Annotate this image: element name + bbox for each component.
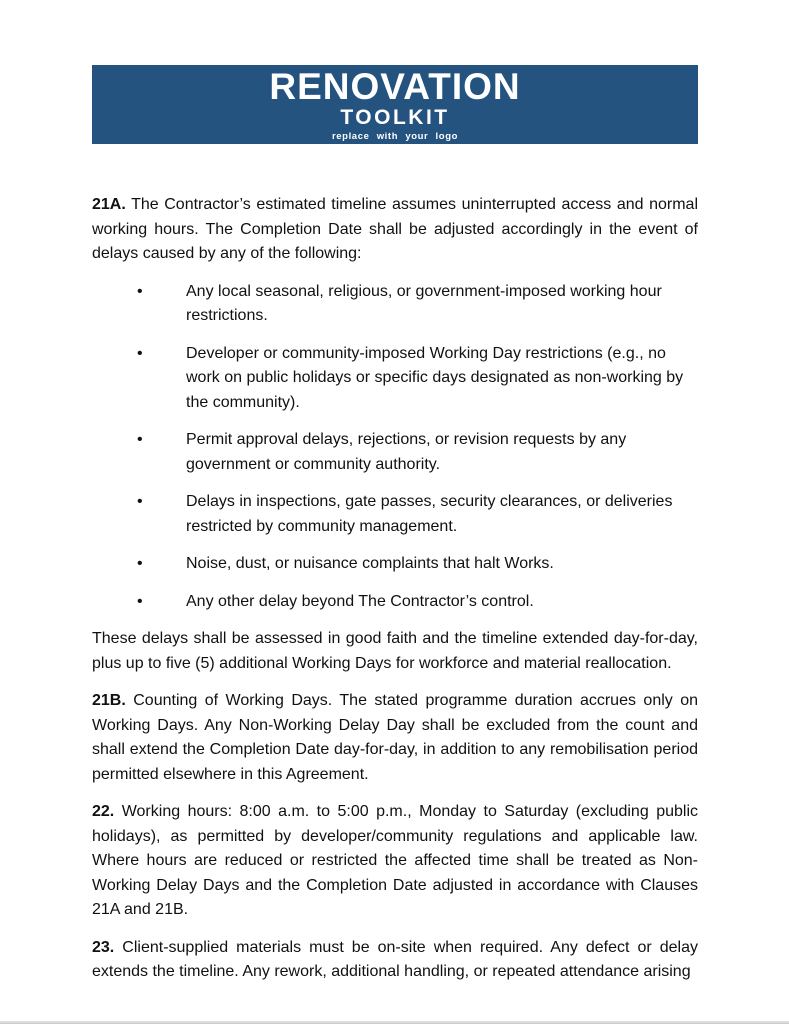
clause-text: Working hours: 8:00 a.m. to 5:00 p.m., Monday to Saturday (excluding public holidays), as permitted by developer/community regulations and applicable law. Where hours are reduced or restricted the affected time shall be treated as Non-Working Delay Days and the Completion Date adjusted in accordance with Clauses 21A and 21B. bbox=[92, 803, 698, 918]
clause-text: These delays shall be assessed in good faith and the timeline extended day-for-day, plus up to five (5) additional Working Days for workforce and material reallocation. bbox=[92, 630, 698, 672]
list-item-text: Noise, dust, or nuisance complaints that halt Works. bbox=[186, 555, 554, 572]
logo-subtitle: TOOLKIT bbox=[340, 105, 450, 129]
list-item-text: Any local seasonal, religious, or government-imposed working hour restrictions. bbox=[186, 282, 662, 324]
clause-21a bbox=[92, 193, 698, 267]
clause-21b bbox=[92, 689, 698, 787]
list-item-text: Delays in inspections, gate passes, security clearances, or deliveries restricted by community management. bbox=[186, 493, 673, 535]
clause-number: 21A. bbox=[92, 196, 126, 213]
clause-number: 23. bbox=[92, 938, 115, 956]
bullet-icon: • bbox=[137, 431, 143, 448]
list-item bbox=[92, 490, 698, 539]
list-item bbox=[92, 342, 698, 416]
list-item bbox=[92, 428, 698, 477]
clause-22 bbox=[92, 800, 698, 923]
list-item-text: Developer or community-imposed Working Day restrictions (e.g., no work on public holidays or specific days designated as non-working by the community). bbox=[186, 344, 684, 411]
logo-title: RENOVATION bbox=[269, 65, 521, 107]
list-item bbox=[92, 280, 698, 329]
assessment-paragraph bbox=[92, 627, 698, 676]
list-item bbox=[92, 552, 698, 577]
bullet-icon: • bbox=[137, 282, 143, 300]
list-item-text: Permit approval delays, rejections, or revision requests by any government or community authority. bbox=[186, 431, 627, 473]
bullet-icon: • bbox=[137, 493, 143, 510]
list-item-text: Any other delay beyond The Contractor’s control. bbox=[186, 592, 534, 610]
clause-number: 22. bbox=[92, 803, 115, 820]
contract-body bbox=[92, 193, 698, 985]
clause-text: Client-supplied materials must be on-site when required. Any defect or delay extends the timeline. Any rework, additional handling, or repeated attendance arising bbox=[92, 938, 698, 980]
clause-number: 21B. bbox=[92, 692, 126, 709]
logo-tagline: replace with your logo bbox=[331, 130, 459, 142]
clause-text: Counting of Working Days. The stated programme duration accrues only on Working Days. Any Non-Working Delay Day shall be excluded from the count and shall extend the Completion Date day-for-day, in addition to any remobilisation period permitted elsewhere in this Agreement. bbox=[92, 692, 699, 783]
delay-causes-list bbox=[92, 280, 698, 615]
bullet-icon: • bbox=[137, 592, 143, 610]
clause-23 bbox=[92, 936, 698, 985]
bullet-icon: • bbox=[137, 344, 143, 362]
logo-banner bbox=[92, 65, 698, 144]
list-item bbox=[92, 590, 698, 615]
bullet-icon: • bbox=[137, 555, 143, 572]
clause-text: The Contractor’s estimated timeline assumes uninterrupted access and normal working hours. The Completion Date shall be adjusted accordingly in the event of delays caused by any of the following: bbox=[92, 196, 699, 262]
